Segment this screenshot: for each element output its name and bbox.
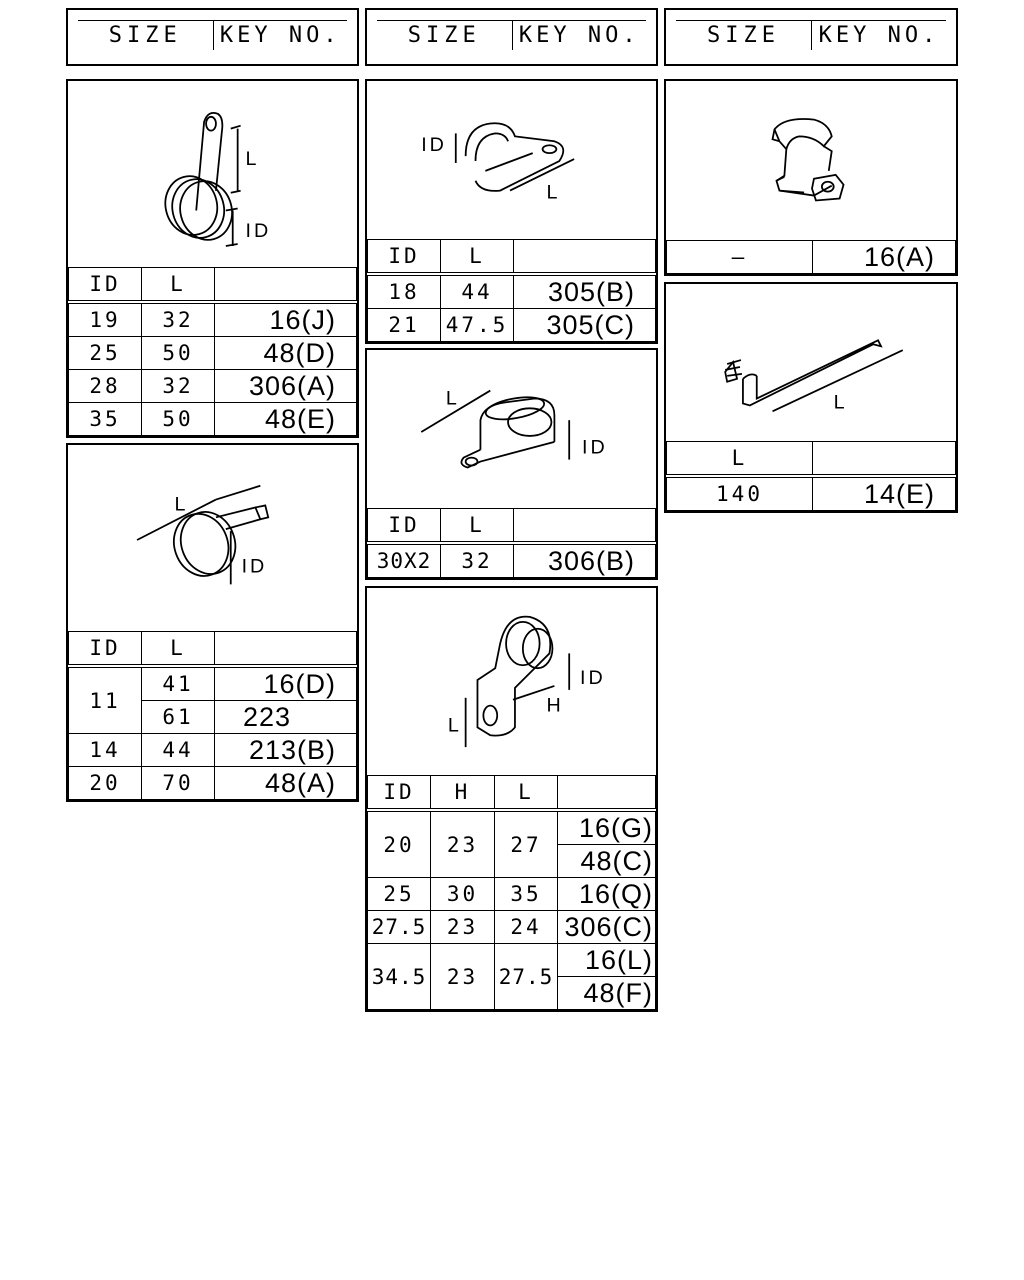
col-id: ID (368, 509, 441, 544)
dim-id-label: ID (580, 666, 606, 689)
table-header-row (69, 268, 357, 303)
band-clamp-icon (68, 445, 357, 633)
key-no: 16(L) (558, 944, 656, 977)
col-l: L (142, 268, 215, 303)
col-id: ID (368, 240, 441, 275)
table-row: 14 44 213(B) (69, 734, 357, 767)
key-no: 306(C) (558, 911, 656, 944)
key-no: 48(F) (558, 977, 656, 1010)
double-clip-drawing (367, 81, 656, 242)
table-row: 34.5 23 27.5 16(L) (368, 944, 656, 977)
size-header: SIZE (78, 21, 214, 50)
col-h: H (431, 776, 495, 811)
table-header-row (368, 240, 656, 275)
oval-clamp-icon (367, 350, 656, 512)
panel-band-clamp (66, 443, 359, 802)
col-l: L (142, 632, 215, 667)
dim-l-label: L (174, 493, 186, 516)
table-row: 27.5 23 24 306(C) (368, 911, 656, 944)
key-no: 213(B) (215, 734, 357, 767)
panel-p-clamp (365, 586, 658, 1012)
col-id: ID (69, 268, 142, 303)
key-no: 16(A) (813, 241, 956, 274)
loop-clamp-table (68, 267, 357, 436)
loop-clamp-drawing (68, 81, 357, 269)
p-clamp-table (367, 775, 656, 1010)
key-no: 306(B) (514, 543, 656, 578)
col-key (813, 442, 956, 477)
band-clamp-table (68, 631, 357, 800)
table-row: 25 30 35 16(Q) (368, 878, 656, 911)
table-row: 19 32 16(J) (69, 302, 357, 337)
key-no: 305(C) (514, 309, 656, 342)
col-key (514, 240, 656, 275)
panel-oval-clamp (365, 348, 658, 580)
dim-id-label: ID (245, 220, 272, 243)
header-col1 (66, 8, 359, 66)
col-l: L (441, 240, 514, 275)
size-header: SIZE (676, 21, 812, 50)
table-row: 18 44 305(B) (368, 274, 656, 309)
table-header-row (69, 632, 357, 667)
oval-clamp-drawing (367, 350, 656, 512)
table-header-row (368, 509, 656, 544)
col-id: ID (368, 776, 431, 811)
panel-plastic-clip (664, 79, 958, 276)
key-no: 48(E) (215, 403, 357, 436)
key-no: 48(A) (215, 767, 357, 800)
key-no-header: KEY NO. (818, 23, 940, 48)
table-header-row (667, 442, 956, 477)
header-col3 (664, 8, 958, 66)
double-clip-table (367, 239, 656, 342)
plastic-clip-icon (666, 81, 956, 242)
table-header-row (368, 776, 656, 811)
table-row: 20 70 48(A) (69, 767, 357, 800)
key-no: 48(D) (215, 337, 357, 370)
dim-l-label: L (245, 148, 257, 171)
dim-id-label: ID (421, 134, 447, 157)
col-l: L (441, 509, 514, 544)
long-bracket-drawing (666, 284, 956, 445)
table-row: 30X2 32 306(B) (368, 543, 656, 578)
band-clamp-drawing (68, 445, 357, 633)
table-row: 140 14(E) (667, 476, 956, 511)
col-key (514, 509, 656, 544)
col-id: ID (69, 632, 142, 667)
key-no: 305(B) (514, 274, 656, 309)
col-key (558, 776, 656, 811)
col-l: L (667, 442, 813, 477)
col-key (215, 632, 357, 667)
key-no-header: KEY NO. (219, 23, 341, 48)
oval-clamp-table (367, 508, 656, 578)
plastic-clip-drawing (666, 81, 956, 242)
dim-l-label: L (833, 391, 845, 414)
table-row: 35 50 48(E) (69, 403, 357, 436)
key-no: 306(A) (215, 370, 357, 403)
key-no: 14(E) (813, 476, 956, 511)
dim-l-label: L (447, 714, 459, 737)
panel-long-bracket (664, 282, 958, 513)
key-no: 16(J) (215, 302, 357, 337)
panel-loop-clamp (66, 79, 359, 438)
long-bracket-icon (666, 284, 956, 445)
table-row: — 16(A) (667, 241, 956, 274)
p-clamp-drawing (367, 588, 656, 776)
key-no: 223 (215, 701, 357, 734)
dim-l-label: L (445, 387, 457, 410)
table-row: 11 41 16(D) (69, 666, 357, 701)
p-clamp-icon (367, 588, 656, 776)
long-bracket-table (666, 441, 956, 511)
key-no: 16(D) (215, 666, 357, 701)
loop-clamp-icon (68, 81, 357, 269)
key-no: 48(C) (558, 845, 656, 878)
dim-id-label: ID (241, 555, 268, 578)
table-row: 28 32 306(A) (69, 370, 357, 403)
key-no-header: KEY NO. (518, 23, 640, 48)
panel-double-clip (365, 79, 658, 344)
plastic-clip-table (666, 240, 956, 274)
header-col2 (365, 8, 658, 66)
dim-id-label: ID (582, 436, 608, 459)
col-l: L (495, 776, 558, 811)
dim-h-label: H (546, 694, 561, 717)
key-no: 16(G) (558, 810, 656, 845)
table-row: 20 23 27 16(G) (368, 810, 656, 845)
col-key (215, 268, 357, 303)
table-row: 25 50 48(D) (69, 337, 357, 370)
double-clip-icon (367, 81, 656, 242)
dim-l-label: L (546, 181, 558, 204)
table-row: 61 223 (69, 701, 357, 734)
table-row: 21 47.5 305(C) (368, 309, 656, 342)
size-header: SIZE (377, 21, 513, 50)
key-no: 16(Q) (558, 878, 656, 911)
